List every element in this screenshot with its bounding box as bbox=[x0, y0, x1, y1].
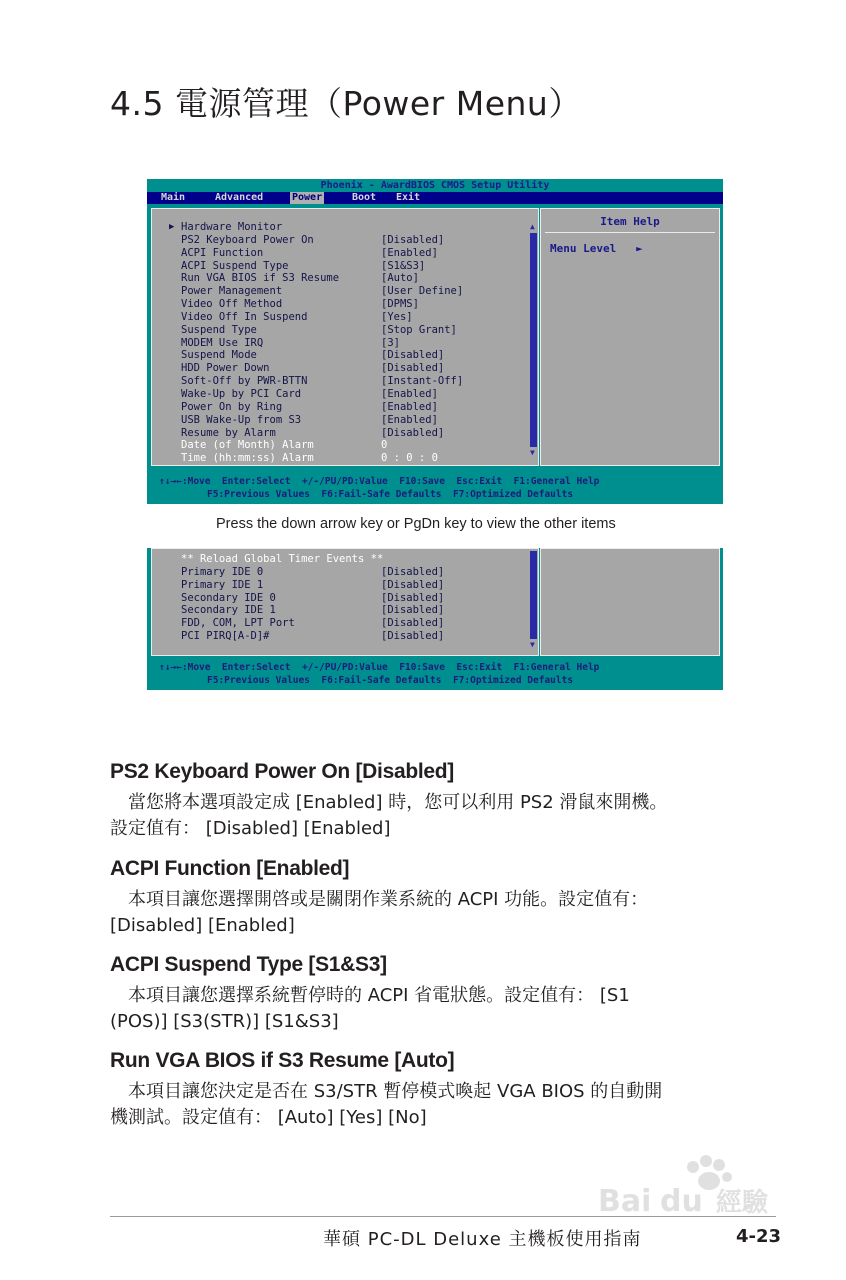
key-hint-line-2: F5:Previous Values F6:Fail-Safe Defaults F7:Optimized Defaults bbox=[207, 489, 574, 500]
section-body-ps2 bbox=[110, 790, 746, 842]
bios-screen-scrolled bbox=[147, 548, 723, 690]
section-heading-acpi: ACPI Function [Enabled] bbox=[110, 857, 350, 880]
setting-value[interactable]: [Disabled] bbox=[381, 630, 445, 643]
setting-value[interactable]: [Disabled] bbox=[381, 604, 445, 617]
section-body-vga bbox=[110, 1079, 746, 1131]
scroll-down-icon[interactable]: ▼ bbox=[530, 448, 535, 457]
setting-value[interactable]: [Instant-Off] bbox=[381, 375, 464, 388]
setting-label: Hardware Monitor bbox=[181, 221, 283, 233]
setting-value[interactable]: 0 bbox=[381, 439, 388, 452]
menu-level-text: Menu Level ► bbox=[550, 242, 643, 255]
key-hint-line-1b: ↑↓→←:Move Enter:Select +/-/PU/PD:Value F10:Save Esc:Exit F1:General Help bbox=[159, 662, 600, 673]
setting-label: USB Wake-Up from S3 bbox=[181, 413, 302, 426]
setting-label: Suspend Type bbox=[181, 323, 257, 336]
setting-value[interactable]: [Disabled] bbox=[381, 578, 445, 591]
footer-rule bbox=[110, 1216, 776, 1217]
setting-label: Power On by Ring bbox=[181, 400, 283, 413]
setting-value[interactable]: [Disabled] bbox=[381, 349, 445, 362]
settings-panel-2 bbox=[151, 548, 539, 656]
setting-value[interactable]: [Stop Grant] bbox=[381, 323, 457, 336]
menu-advanced[interactable]: Advanced bbox=[215, 192, 264, 203]
setting-label: Video Off In Suspend bbox=[181, 310, 308, 323]
setting-label: Resume by Alarm bbox=[181, 426, 276, 439]
setting-value[interactable]: 0 : 0 : 0 bbox=[381, 452, 438, 465]
body-line: 設定值有： [Disabled] [Enabled] bbox=[110, 818, 391, 839]
setting-value[interactable]: [User Define] bbox=[381, 285, 464, 298]
setting-value[interactable]: [DPMS] bbox=[381, 298, 419, 311]
setting-label: Primary IDE 1 bbox=[181, 578, 264, 591]
setting-value[interactable]: [Disabled] bbox=[381, 362, 445, 375]
setting-value[interactable]: [Enabled] bbox=[381, 413, 438, 426]
key-hint-line-2b: F5:Previous Values F6:Fail-Safe Defaults F7:Optimized Defaults bbox=[207, 675, 574, 686]
setting-label: Soft-Off by PWR-BTTN bbox=[181, 375, 308, 388]
setting-value[interactable]: [Enabled] bbox=[381, 246, 438, 259]
menu-main[interactable]: Main bbox=[161, 192, 186, 203]
body-line: [Disabled] [Enabled] bbox=[110, 915, 295, 936]
setting-value[interactable]: [Auto] bbox=[381, 272, 419, 285]
setting-label: Wake-Up by PCI Card bbox=[181, 387, 302, 400]
svg-text:Bai: Bai bbox=[598, 1184, 652, 1219]
page-title: 4.5 電源管理（Power Menu） bbox=[110, 84, 582, 123]
section-heading-acpi-suspend: ACPI Suspend Type [S1&S3] bbox=[110, 953, 387, 976]
menu-exit[interactable]: Exit bbox=[396, 192, 421, 203]
setting-label: ACPI Suspend Type bbox=[181, 259, 289, 272]
setting-label: Power Management bbox=[181, 285, 283, 298]
setting-label: Suspend Mode bbox=[181, 349, 257, 362]
bios-title: Phoenix - AwardBIOS CMOS Setup Utility bbox=[320, 180, 550, 191]
help-divider bbox=[545, 232, 715, 233]
settings-panel bbox=[151, 208, 539, 466]
svg-text:du: du bbox=[660, 1184, 703, 1219]
submenu-arrow-icon: ▶ bbox=[169, 222, 175, 232]
bios-screen-main bbox=[147, 179, 723, 504]
body-line: 本項目讓您選擇系統暫停時的 ACPI 省電狀態。設定值有： [S1 bbox=[110, 985, 630, 1006]
item-help-panel-2 bbox=[540, 548, 720, 656]
body-line: (POS)] [S3(STR)] [S1&S3] bbox=[110, 1011, 339, 1032]
setting-value[interactable]: [Enabled] bbox=[381, 400, 438, 413]
scroll-down-icon-2[interactable]: ▼ bbox=[530, 640, 535, 649]
svg-text:經驗: 經驗 bbox=[716, 1188, 769, 1218]
setting-label: Primary IDE 0 bbox=[181, 565, 264, 578]
section-body-acpi-suspend bbox=[110, 983, 746, 1035]
key-hint-line-1: ↑↓→←:Move Enter:Select +/-/PU/PD:Value F10:Save Esc:Exit F1:General Help bbox=[159, 476, 600, 487]
bios-menubar bbox=[147, 192, 723, 204]
body-line: 當您將本選項設定成 [Enabled] 時，您可以利用 PS2 滑鼠來開機。 bbox=[110, 792, 668, 813]
setting-value[interactable]: [Disabled] bbox=[381, 426, 445, 439]
setting-label: Video Off Method bbox=[181, 298, 283, 311]
setting-label: Run VGA BIOS if S3 Resume bbox=[181, 272, 340, 285]
baidu-watermark-logo bbox=[598, 1153, 798, 1225]
scrollbar[interactable] bbox=[530, 233, 537, 447]
body-line: 本項目讓您決定是否在 S3/STR 暫停模式喚起 VGA BIOS 的自動開 bbox=[110, 1081, 663, 1102]
setting-label: ** Reload Global Timer Events ** bbox=[181, 553, 384, 565]
body-line: 本項目讓您選擇開啓或是關閉作業系統的 ACPI 功能。設定值有： bbox=[110, 889, 649, 910]
setting-value[interactable]: [Disabled] bbox=[381, 233, 445, 246]
setting-label: Date (of Month) Alarm bbox=[181, 439, 314, 452]
menu-boot[interactable]: Boot bbox=[352, 192, 377, 203]
setting-label: Secondary IDE 0 bbox=[181, 591, 276, 604]
scrollbar-2[interactable] bbox=[530, 551, 537, 639]
setting-label: FDD, COM, LPT Port bbox=[181, 617, 295, 630]
setting-value[interactable]: [3] bbox=[381, 336, 400, 349]
screenshot-caption: Press the down arrow key or PgDn key to view the other items bbox=[216, 516, 616, 532]
setting-label: PS2 Keyboard Power On bbox=[181, 233, 314, 246]
setting-label: MODEM Use IRQ bbox=[181, 336, 264, 349]
section-body-acpi bbox=[110, 887, 746, 939]
menu-power[interactable]: Power bbox=[292, 192, 323, 203]
setting-value[interactable]: [Disabled] bbox=[381, 591, 445, 604]
setting-label: Secondary IDE 1 bbox=[181, 604, 276, 617]
scroll-up-icon[interactable]: ▲ bbox=[530, 222, 535, 231]
setting-label: Time (hh:mm:ss) Alarm bbox=[181, 452, 314, 465]
page-number: 4-23 bbox=[736, 1226, 782, 1247]
item-help-panel bbox=[540, 208, 720, 466]
footer-title: 華碩 PC-DL Deluxe 主機板使用指南 bbox=[323, 1229, 642, 1250]
body-line: 機測試。設定值有： [Auto] [Yes] [No] bbox=[110, 1107, 427, 1128]
item-help-title: Item Help bbox=[600, 215, 660, 228]
setting-value[interactable]: [Enabled] bbox=[381, 387, 438, 400]
setting-label: PCI PIRQ[A-D]# bbox=[181, 630, 270, 643]
section-heading-ps2: PS2 Keyboard Power On [Disabled] bbox=[110, 760, 454, 783]
setting-value[interactable]: [Disabled] bbox=[381, 565, 445, 578]
setting-label: ACPI Function bbox=[181, 246, 264, 259]
setting-value[interactable]: [Disabled] bbox=[381, 617, 445, 630]
setting-label: HDD Power Down bbox=[181, 362, 270, 375]
section-heading-vga: Run VGA BIOS if S3 Resume [Auto] bbox=[110, 1049, 455, 1072]
setting-value[interactable]: [Yes] bbox=[381, 310, 413, 323]
setting-value[interactable]: [S1&S3] bbox=[381, 259, 426, 272]
